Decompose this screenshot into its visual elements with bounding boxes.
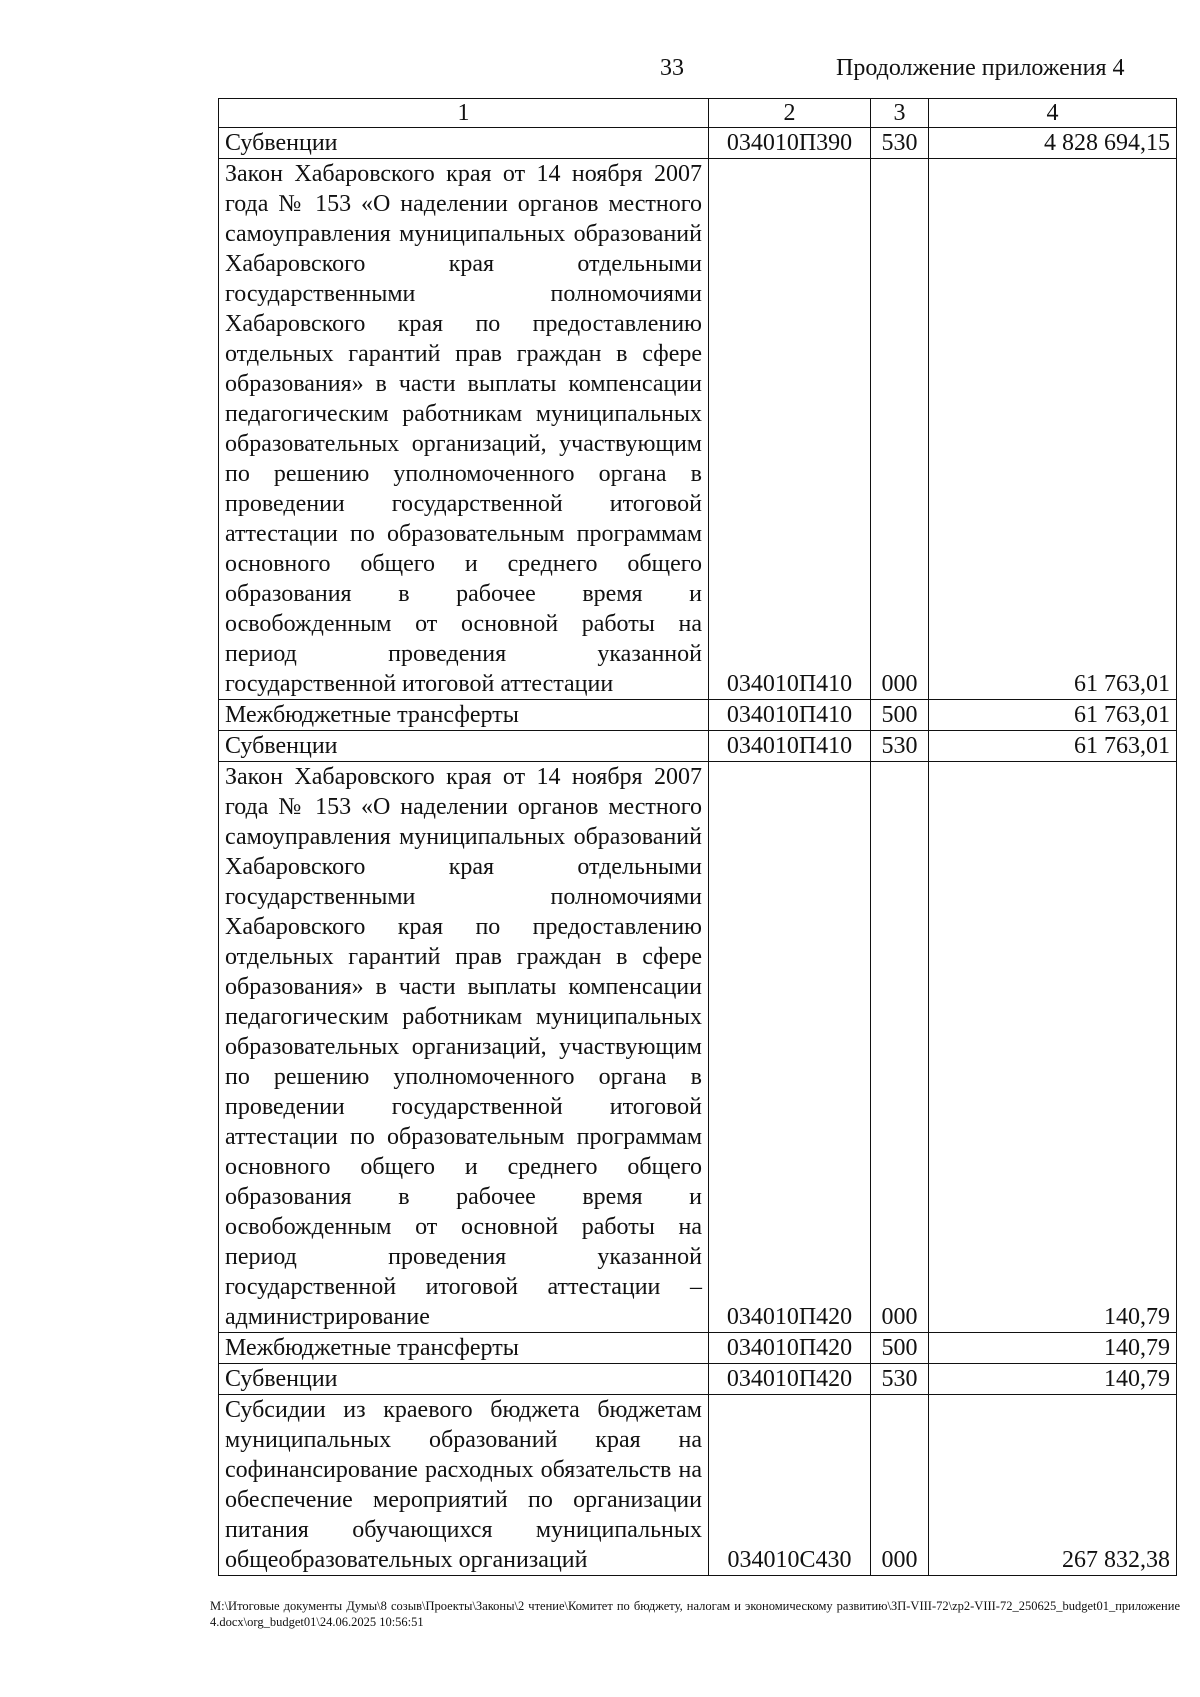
column-number-row bbox=[219, 99, 1177, 128]
budget-table bbox=[218, 98, 1177, 1576]
row-amount: 61 763,01 bbox=[929, 731, 1177, 762]
appendix-continuation-label: Продолжение приложения 4 bbox=[836, 55, 1125, 81]
row-name: Субсидии из краевого бюджета бюджетам муниципальных образований края на софинансирование расходных обязательств на обеспечение мероприятий по организации питания обучающихся муниципальных общеобразовательных организаций bbox=[219, 1395, 709, 1576]
row-expense-type: 500 bbox=[871, 1333, 929, 1364]
row-amount: 140,79 bbox=[929, 762, 1177, 1333]
row-target-code: 034010П420 bbox=[709, 762, 871, 1333]
table-row bbox=[219, 159, 1177, 700]
column-number-3: 3 bbox=[871, 99, 929, 128]
row-target-code: 034010П410 bbox=[709, 731, 871, 762]
row-name: Субвенции bbox=[219, 1364, 709, 1395]
row-amount: 61 763,01 bbox=[929, 700, 1177, 731]
row-amount: 4 828 694,15 bbox=[929, 128, 1177, 159]
column-number-1: 1 bbox=[219, 99, 709, 128]
row-amount: 140,79 bbox=[929, 1333, 1177, 1364]
row-expense-type: 530 bbox=[871, 731, 929, 762]
row-target-code: 034010П420 bbox=[709, 1333, 871, 1364]
row-expense-type: 530 bbox=[871, 128, 929, 159]
table-row bbox=[219, 731, 1177, 762]
row-target-code: 034010П390 bbox=[709, 128, 871, 159]
row-name: Межбюджетные трансферты bbox=[219, 1333, 709, 1364]
page-number: 33 bbox=[660, 55, 684, 81]
row-target-code: 034010С430 bbox=[709, 1395, 871, 1576]
row-name: Межбюджетные трансферты bbox=[219, 700, 709, 731]
table-row bbox=[219, 1364, 1177, 1395]
table-row bbox=[219, 1395, 1177, 1576]
row-name: Субвенции bbox=[219, 731, 709, 762]
file-path-footer: M:\Итоговые документы Думы\8 созыв\Проекты\Законы\2 чтение\Комитет по бюджету, налогам и экономическому развитию\ЗП-VIII-72\zp2-VIII-72_250625_budget01_приложение4.docx\org_budget01\24.06.2025 10:56:51 bbox=[210, 1599, 1180, 1629]
row-expense-type: 000 bbox=[871, 1395, 929, 1576]
column-number-2: 2 bbox=[709, 99, 871, 128]
row-target-code: 034010П410 bbox=[709, 159, 871, 700]
row-expense-type: 000 bbox=[871, 159, 929, 700]
row-target-code: 034010П420 bbox=[709, 1364, 871, 1395]
row-target-code: 034010П410 bbox=[709, 700, 871, 731]
table-row bbox=[219, 128, 1177, 159]
row-expense-type: 500 bbox=[871, 700, 929, 731]
table-row bbox=[219, 762, 1177, 1333]
row-expense-type: 000 bbox=[871, 762, 929, 1333]
table-row bbox=[219, 1333, 1177, 1364]
row-expense-type: 530 bbox=[871, 1364, 929, 1395]
row-amount: 140,79 bbox=[929, 1364, 1177, 1395]
row-name: Субвенции bbox=[219, 128, 709, 159]
row-amount: 267 832,38 bbox=[929, 1395, 1177, 1576]
row-name: Закон Хабаровского края от 14 ноября 2007 года № 153 «О наделении органов местного самоуправления муниципальных образований Хабаровского края отдельными государственными полномочиями Хабаровского края по предоставлению отдельных гарантий прав граждан в сфере образования» в части выплаты компенсации педагогическим работникам муниципальных образовательных организаций, участвующим по решению уполномоченного органа в проведении государственной итоговой аттестации по образовательным программам основного общего и среднего общего образования в рабочее время и освобожденным от основной работы на период проведения указанной государственной итоговой аттестации – администрирование bbox=[219, 762, 709, 1333]
row-name: Закон Хабаровского края от 14 ноября 2007 года № 153 «О наделении органов местного самоуправления муниципальных образований Хабаровского края отдельными государственными полномочиями Хабаровского края по предоставлению отдельных гарантий прав граждан в сфере образования» в части выплаты компенсации педагогическим работникам муниципальных образовательных организаций, участвующим по решению уполномоченного органа в проведении государственной итоговой аттестации по образовательным программам основного общего и среднего общего образования в рабочее время и освобожденным от основной работы на период проведения указанной государственной итоговой аттестации bbox=[219, 159, 709, 700]
table-row bbox=[219, 700, 1177, 731]
row-amount: 61 763,01 bbox=[929, 159, 1177, 700]
column-number-4: 4 bbox=[929, 99, 1177, 128]
